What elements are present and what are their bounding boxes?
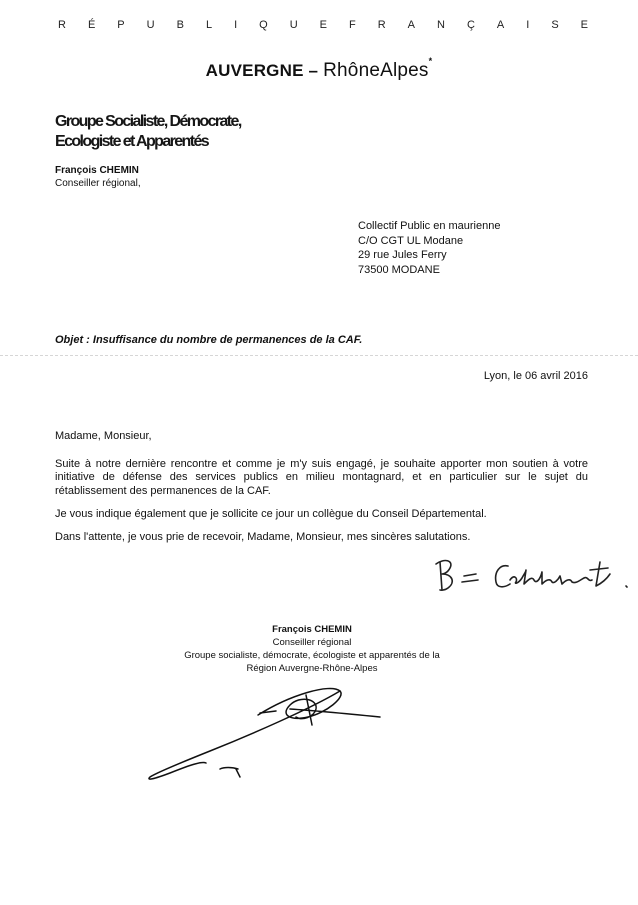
region-logo — [0, 56, 638, 82]
republic-letter: P — [117, 19, 125, 31]
recipient-line-1: Collectif Public en maurienne — [358, 220, 501, 232]
body-paragraph-2: Je vous indique également que je sollicite ce jour un collègue du Conseil Départemental. — [55, 507, 487, 520]
recipient-line-3: 29 rue Jules Ferry — [358, 249, 447, 261]
body-paragraph-1: Suite à notre dernière rencontre et comme je m'y suis engagé, je souhaite apporter mon soutien à votre initiative de défense des services publics en milieu montagnard, et en particulier sur le sujet du rétablissement des permanences de la CAF. — [55, 458, 588, 497]
republique-francaise-header — [58, 19, 588, 31]
republic-letter: R — [377, 19, 386, 31]
handwritten-signature — [140, 665, 400, 795]
republic-letter: A — [496, 19, 505, 31]
republic-letter: R — [58, 19, 66, 31]
republic-letter: Ç — [466, 19, 475, 31]
signatory-name: François CHEMIN — [272, 624, 352, 635]
republic-letter: N — [437, 19, 445, 31]
republic-letter: B — [176, 19, 184, 31]
salutation: Madame, Monsieur, — [55, 430, 152, 442]
recipient-address — [358, 219, 500, 277]
republic-word-left — [58, 19, 327, 31]
republic-letter: U — [146, 19, 155, 31]
group-line-1: Groupe Socialiste, Démocrate, — [55, 113, 241, 130]
republic-letter: U — [289, 19, 298, 31]
republic-letter: Q — [259, 19, 268, 31]
sender-name: François CHEMIN — [55, 165, 139, 176]
region-name-part2: RhôneAlpes — [323, 60, 429, 81]
republic-letter: A — [407, 19, 415, 31]
republic-letter: F — [348, 19, 356, 31]
sender-block — [55, 164, 141, 190]
political-group-title — [55, 112, 241, 152]
sender-title: Conseiller régional, — [55, 178, 141, 189]
body-paragraph-3: Dans l'attente, je vous prie de recevoir, Madame, Monsieur, mes sincères salutations. — [55, 531, 471, 544]
signatory-region: Région Auvergne-Rhône-Alpes — [246, 663, 378, 674]
signatory-group: Groupe socialiste, démocrate, écologiste et apparentés de la — [184, 650, 440, 661]
region-name-part1: AUVERGNE – — [205, 61, 324, 80]
recipient-line-2: C/O CGT UL Modane — [358, 234, 464, 247]
republic-letter: E — [580, 19, 588, 31]
letter-date: Lyon, le 06 avril 2016 — [483, 370, 588, 382]
region-star: * — [428, 56, 433, 66]
letter-object: Objet : Insuffisance du nombre de permanences de la CAF. — [55, 334, 363, 346]
recipient-line-4: 73500 MODANE — [358, 263, 440, 276]
republic-letter: E — [319, 19, 327, 31]
republic-letter: I — [234, 19, 238, 31]
handwritten-note — [430, 550, 635, 600]
group-line-2: Ecologiste et Apparentés — [55, 133, 209, 150]
republic-letter: I — [526, 19, 530, 31]
republic-letter: É — [87, 19, 96, 31]
republic-letter: L — [205, 19, 213, 31]
republic-letter: S — [551, 19, 559, 31]
signatory-title: Conseiller régional — [272, 637, 352, 648]
republic-word-right — [349, 19, 588, 31]
fold-line — [0, 355, 638, 356]
letter-body — [55, 430, 588, 554]
